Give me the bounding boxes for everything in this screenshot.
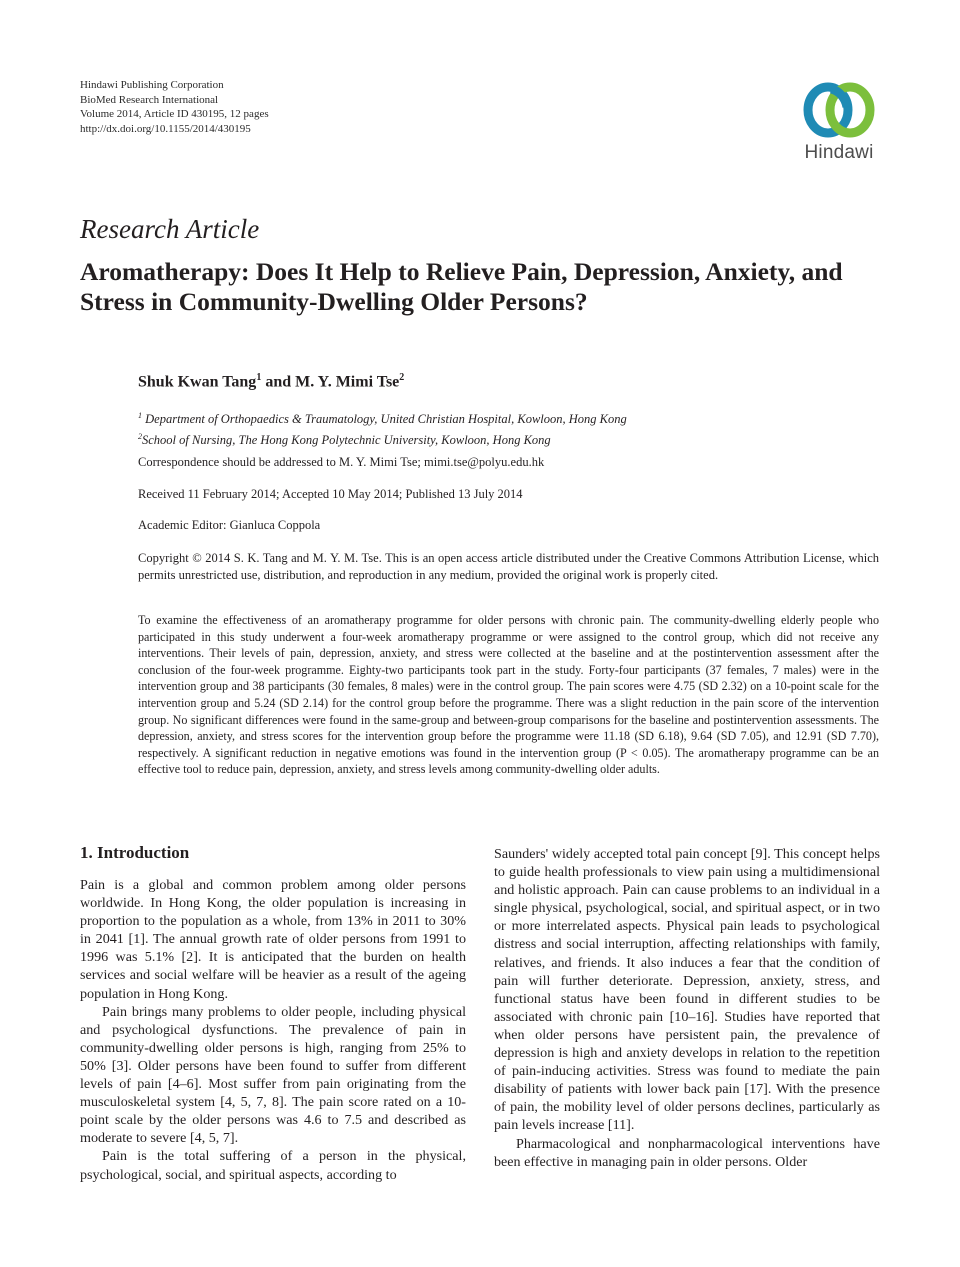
body-paragraph: Pain brings many problems to older people, including physical and psychological dysfunctions. The prevalence of pain in community-dwelling older persons is high, ranging from 25% to 50% [3]. Older persons have been found to suffer from different levels of pain [4–6]. Most suffer from pain originating from the musculoskeletal system [4, 5, 7, 8]. The pain score rated on a 10-point scale by the older persons was 4.6 to 7.5 and described as moderate to severe [4, 5, 7].	[80, 1003, 466, 1147]
body-paragraph: Pain is a global and common problem among older persons worldwide. In Hong Kong, the older population is increasing in proportion to the population as a whole, from 13% in 2011 to 30% in 2041 [1]. The annual growth rate of older persons from 1991 to 1996 was 5.1% [2]. It is anticipated that the burden on health services and social welfare will be heavier as a result of the ageing population in Hong Kong.	[80, 877, 466, 1002]
section-heading: 1. Introduction	[80, 843, 190, 862]
affiliation-marker: 1	[256, 372, 262, 383]
journal-name: BioMed Research International	[80, 93, 219, 106]
volume-line: Volume 2014, Article ID 430195, 12 pages	[80, 108, 269, 120]
body-paragraph: Pharmacological and nonpharmacological interventions have been effective in managing pain in older persons. Older	[494, 1135, 880, 1170]
affiliations	[138, 407, 627, 449]
publication-dates: Received 11 February 2014; Accepted 10 May 2014; Published 13 July 2014	[138, 487, 523, 501]
author-name: Shuk Kwan Tang	[138, 373, 257, 391]
hindawi-logo	[796, 80, 882, 164]
academic-editor: Academic Editor: Gianluca Coppola	[138, 518, 321, 532]
body-column-left	[80, 876, 466, 1184]
correspondence: Correspondence should be addressed to M. Y. Mimi Tse; mimi.tse@polyu.edu.hk	[138, 455, 545, 469]
doi-link[interactable]: http://dx.doi.org/10.1155/2014/430195	[80, 122, 251, 135]
abstract: To examine the effectiveness of an aromatherapy programme for older persons with chronic pain. The community-dwelling elderly people who participated in this study underwent a four-week aromatherapy programme or were assigned to the control group, which did not receive any interventions. Their levels of pain, depression, anxiety, and stress were collected at the baseline and at the postintervention assessment after the conclusion of the four-week programme. Eighty-two participants took part in the study. Forty-four participants (37 females, 7 males) were in the intervention group and 38 participants (30 females, 8 males) were in the control group. The pain scores were 4.75 (SD 2.32) on a 10-point scale for the intervention group and 5.24 (SD 2.14) for the control group before the programme. There was a slight reduction in the pain score of the intervention group. No significant differences were found in the same-group and between-group comparisons for the baseline and postintervention assessments. The depression, anxiety, and stress scores for the intervention group before the programme were 11.18 (SD 6.18), 9.64 (SD 7.05), and 12.91 (SD 7.70), respectively. A significant reduction in negative emotions was found in the intervention group (P < 0.05). The aromatherapy programme can be an effective tool to reduce pain, depression, anxiety, and stress levels among community-dwelling older adults.	[138, 613, 879, 777]
affiliation-item: $^2$School of Nursing, The Hong Kong Polytechnic University, Kowloon, Hong Kong	[138, 432, 551, 448]
author-connector: and	[261, 373, 296, 391]
author-list	[138, 372, 404, 391]
hindawi-rings-icon	[800, 80, 878, 140]
hindawi-wordmark: Hindawi	[804, 142, 874, 163]
article-type: Research Article	[80, 214, 260, 244]
body-paragraph: Pain is the total suffering of a person in the physical, psychological, social, and spiritual aspects, according to	[80, 1148, 466, 1183]
affiliation-item: $^1$ Department of Orthopaedics & Traumatology, United Christian Hospital, Kowloon, Hong Kong	[138, 411, 627, 427]
body-column-right	[494, 845, 880, 1171]
journal-header	[80, 78, 269, 136]
publisher-line: Hindawi Publishing Corporation	[80, 79, 224, 91]
affiliation-marker: 2	[399, 372, 405, 383]
article-title: Aromatherapy: Does It Help to Relieve Pain, Depression, Anxiety, and Stress in Community-Dwelling Older Persons?	[80, 257, 843, 316]
author-name: M. Y. Mimi Tse	[295, 373, 400, 391]
body-paragraph: Saunders' widely accepted total pain concept [9]. This concept helps to guide health professionals to view pain using a multidimensional and holistic approach. Pain can cause problems to an individual in a single physical, psychological, social, and spiritual aspect, or in two or more interrelated aspects. Physical pain leads to psychological distress and social interruption, affecting relationships with family, relatives, and friends. It also induces a fear that the condition of pain will further deteriorate. Depression, anxiety, stress, and functional status have been found in different studies to be associated with chronic pain [10–16]. Studies have reported that when older persons have persistent pain, the prevalence of depression is high and anxiety develops in relation to the repetition of pain-inducing activities. Stress was found to mediate the pain disability of patients with lower back pain [17]. With the presence of pain, the mobility level of older persons declines, particularly as pain levels increase [11].	[494, 846, 880, 1134]
copyright-notice: Copyright © 2014 S. K. Tang and M. Y. M. Tse. This is an open access article distributed under the Creative Commons Attribution License, which permits unrestricted use, distribution, and reproduction in any medium, provided the original work is properly cited.	[138, 551, 879, 582]
